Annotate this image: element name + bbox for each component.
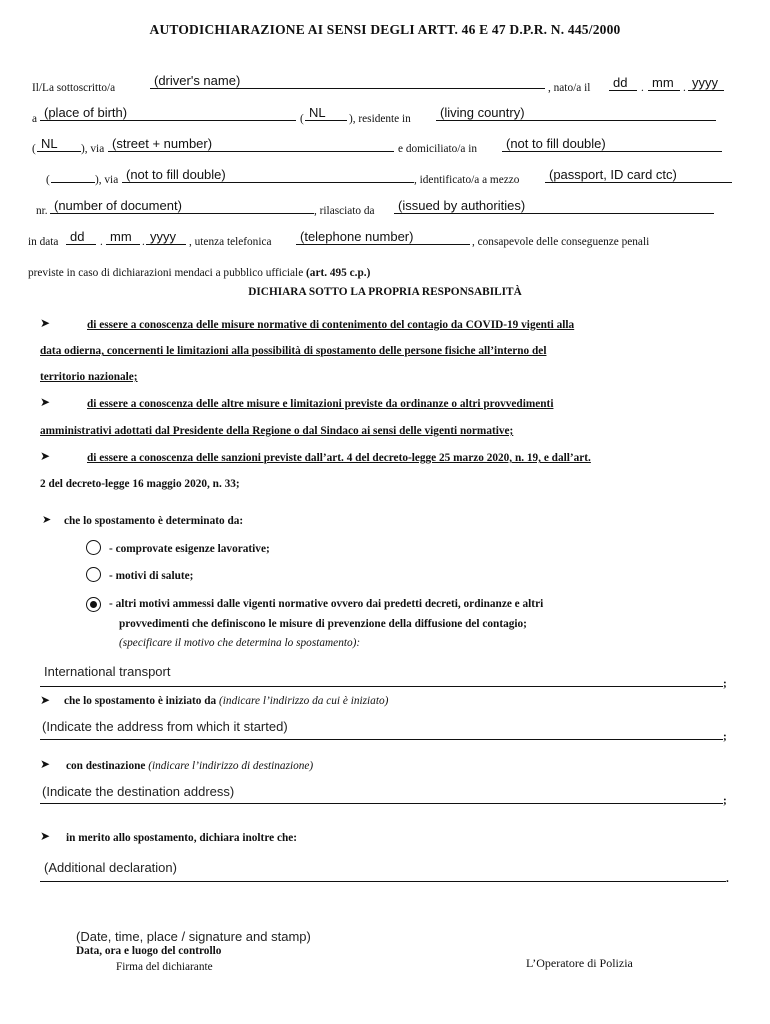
declarant-signature-label: Firma del dichiarante (116, 961, 213, 973)
destination-label-row (66, 760, 313, 772)
option-health-label: - motivi di salute; (109, 570, 194, 582)
residence-province-value: NL (41, 136, 58, 151)
domicile-street-value: (not to fill double) (126, 167, 226, 182)
issue-month-value: mm (110, 229, 132, 244)
phone-field[interactable] (296, 230, 470, 245)
option-work-label: - comprovate esigenze lavorative; (109, 543, 270, 555)
birthplace-value: (place of birth) (44, 105, 128, 120)
issue-year-value: yyyy (150, 229, 176, 244)
arrow-bullet-icon: ➤ (40, 693, 51, 707)
option-other-line-1: - altri motivi ammessi dalle vigenti normative ovvero dai predetti decreti, ordinanze e altri (109, 598, 544, 610)
arrow-bullet-icon: ➤ (40, 316, 51, 330)
radio-selected-dot (90, 601, 97, 608)
origin-label: che lo spostamento è iniziato da (64, 695, 217, 707)
declares-heading: DICHIARA SOTTO LA PROPRIA RESPONSABILITÀ (248, 286, 522, 298)
origin-terminator: ; (723, 731, 727, 743)
origin-label-row (64, 695, 388, 707)
option-other-line-2: provvedimenti che definiscono le misure di prevenzione della diffusione del contagio; (119, 618, 527, 630)
arrow-bullet-icon: ➤ (40, 395, 51, 409)
signature-note: (Date, time, place / signature and stamp) (76, 929, 311, 944)
a-label: a (32, 113, 38, 125)
additional-value[interactable]: (Additional declaration) (44, 860, 177, 875)
street-field[interactable] (108, 137, 394, 152)
phone-value: (telephone number) (300, 229, 414, 244)
radio-health-reasons[interactable] (86, 567, 101, 582)
birth-year-value: yyyy (692, 75, 718, 90)
control-label: Data, ora e luogo del controllo (76, 945, 222, 957)
declaration-2-line-2: amministrativi adottati dal Presidente della Regione o dal Sindaco ai sensi delle vigenti normative; (40, 425, 514, 437)
document-title: AUTODICHIARAZIONE AI SENSI DEGLI ARTT. 46 E 47 D.P.R. N. 445/2000 (149, 22, 621, 37)
via-label: ), via (81, 143, 105, 155)
resident-label: ), residente in (349, 113, 411, 125)
birth-country-field[interactable] (305, 106, 347, 121)
name-field[interactable] (150, 74, 545, 89)
penal-text-main: previste in caso di dichiarazioni mendaci a pubblico ufficiale (28, 267, 304, 279)
reason-value[interactable]: International transport (44, 664, 171, 679)
destination-value[interactable]: (Indicate the destination address) (42, 784, 235, 799)
declaration-3-line-2: 2 del decreto-legge 16 maggio 2020, n. 33; (40, 478, 240, 490)
additional-underline (40, 881, 726, 882)
issue-day-field[interactable] (66, 230, 96, 245)
birth-country-value: NL (309, 105, 326, 120)
additional-terminator: . (726, 873, 729, 885)
destination-label: con destinazione (66, 760, 146, 772)
via2-label: ), via (95, 174, 119, 186)
birth-day-value: dd (613, 75, 628, 90)
document-number-value: (number of document) (54, 198, 182, 213)
date-separator: . (142, 236, 145, 248)
penal-text (28, 267, 370, 279)
birth-year-field[interactable] (688, 76, 724, 91)
reason-underline (40, 686, 723, 687)
destination-terminator: ; (723, 795, 727, 807)
phone-label: , utenza telefonica (189, 236, 272, 248)
origin-hint: (indicare l’indirizzo da cui è iniziato) (219, 695, 389, 707)
issue-month-field[interactable] (106, 230, 140, 245)
birth-day-field[interactable] (609, 76, 637, 91)
declaration-1-line-2: data odierna, concernenti le limitazioni alla possibilità di spostamento delle persone fisiche all’interno del (40, 345, 547, 357)
paren-open: ( (46, 174, 50, 186)
origin-value[interactable]: (Indicate the address from which it started) (42, 719, 288, 734)
birthplace-field[interactable] (40, 106, 296, 121)
radio-other-reasons[interactable] (86, 597, 101, 612)
id-type-field[interactable] (545, 168, 732, 183)
reason-label: che lo spostamento è determinato da: (64, 515, 244, 527)
destination-underline (40, 803, 723, 804)
issued-label: , rilasciato da (314, 205, 375, 217)
undersigned-label: Il/La sottoscritto/a (32, 82, 116, 94)
date-separator: . (641, 82, 644, 94)
domicile-field[interactable] (502, 137, 722, 152)
birth-month-field[interactable] (648, 76, 680, 91)
arrow-bullet-icon: ➤ (40, 449, 51, 463)
additional-label: in merito allo spostamento, dichiara inoltre che: (66, 832, 298, 844)
paren-open: ( (300, 113, 304, 125)
declaration-1-line-3: territorio nazionale; (40, 371, 138, 383)
domicile-value: (not to fill double) (506, 136, 606, 151)
arrow-bullet-icon: ➤ (42, 514, 52, 526)
name-value: (driver's name) (154, 73, 241, 88)
arrow-bullet-icon: ➤ (40, 829, 51, 843)
living-country-value: (living country) (440, 105, 525, 120)
destination-hint: (indicare l’indirizzo di destinazione) (148, 760, 314, 772)
birth-month-value: mm (652, 75, 674, 90)
domicile-label: e domiciliato/a in (398, 143, 478, 155)
living-country-field[interactable] (436, 106, 716, 121)
date-label: in data (28, 236, 59, 248)
residence-province-field[interactable] (37, 137, 81, 152)
issue-year-field[interactable] (146, 230, 186, 245)
domicile-province-field[interactable] (51, 168, 95, 183)
identified-label: , identificato/a a mezzo (414, 174, 520, 186)
date-separator: . (683, 82, 686, 94)
police-officer-label: L’Operatore di Polizia (526, 956, 633, 970)
domicile-street-field[interactable] (122, 168, 414, 183)
penal-article: (art. 495 c.p.) (306, 267, 371, 279)
option-other-hint: (specificare il motivo che determina lo spostamento): (119, 637, 361, 649)
id-type-value: (passport, ID card ctc) (549, 167, 677, 182)
document-number-field[interactable] (50, 199, 314, 214)
arrow-bullet-icon: ➤ (40, 757, 51, 771)
aware-label: , consapevole delle conseguenze penali (472, 236, 650, 248)
nr-label: nr. (36, 205, 48, 217)
radio-work-reasons[interactable] (86, 540, 101, 555)
declaration-2-line-1: di essere a conoscenza delle altre misure e limitazioni previste da ordinanze o altri provvedimenti (87, 398, 554, 410)
paren-open: ( (32, 143, 36, 155)
issue-day-value: dd (70, 229, 85, 244)
born-label: , nato/a il (548, 82, 591, 94)
date-separator: . (100, 236, 103, 248)
declaration-3-line-1: di essere a conoscenza delle sanzioni previste dall’art. 4 del decreto-legge 25 marzo 2020, n. 19, e dall’art. (87, 452, 591, 464)
issued-by-value: (issued by authorities) (398, 198, 526, 213)
origin-underline (40, 739, 723, 740)
reason-terminator: ; (723, 678, 727, 690)
street-value: (street + number) (112, 136, 213, 151)
issued-by-field[interactable] (394, 199, 714, 214)
declaration-1-line-1: di essere a conoscenza delle misure normative di contenimento del contagio da COVID-19 vigenti alla (87, 319, 575, 331)
